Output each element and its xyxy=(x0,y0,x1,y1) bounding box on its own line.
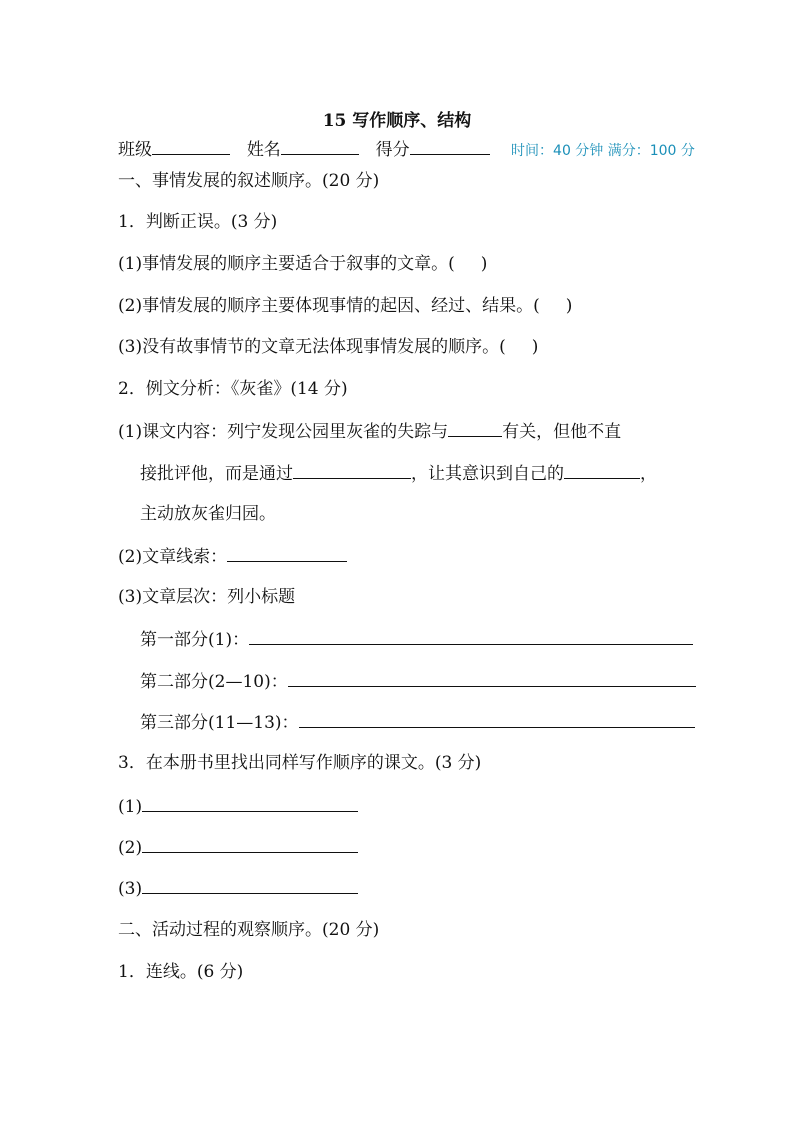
q2-p1-text: 有关，但他不直 xyxy=(502,422,622,442)
part-label: 第二部分(2—10)： xyxy=(140,672,288,692)
q3-item-label: (2) xyxy=(118,838,143,858)
q1-item-text: (3)没有故事情节的文章无法体现事情发展的顺序。( xyxy=(118,337,506,357)
fill-blank[interactable] xyxy=(227,545,347,562)
close-paren: ) xyxy=(531,337,539,357)
q1-item-3 xyxy=(118,336,538,358)
q2-p1-text: (1)课文内容：列宁发现公园里灰雀的失踪与 xyxy=(118,422,449,442)
q2-p1-text: 接批评他，而是通过 xyxy=(140,464,293,484)
fill-blank[interactable] xyxy=(288,670,696,687)
page-title: 15 写作顺序、结构 xyxy=(322,111,472,131)
q1-item-2 xyxy=(118,295,572,317)
part-row-3 xyxy=(140,711,695,734)
q3-title: 3．在本册书里找出同样写作顺序的课文。(3 分) xyxy=(118,753,482,773)
q2-p1-line1 xyxy=(118,420,621,443)
class-label: 班级 xyxy=(118,140,152,160)
header-info-row xyxy=(118,138,695,162)
fill-blank[interactable] xyxy=(448,420,502,437)
section1-heading: 一、事情发展的叙述顺序。(20 分) xyxy=(118,171,380,191)
section2-q1-title: 1．连线。(6 分) xyxy=(118,962,244,982)
q1-item-text: (1)事情发展的顺序主要适合于叙事的文章。( xyxy=(118,254,455,274)
class-blank[interactable] xyxy=(152,138,230,155)
part-label: 第一部分(1)： xyxy=(140,630,250,650)
q1-title: 1．判断正误。(3 分) xyxy=(118,212,278,232)
score-blank[interactable] xyxy=(410,138,490,155)
q3-item-label: (1) xyxy=(118,797,143,817)
q2-p1-text: ， xyxy=(640,464,657,484)
name-label: 姓名 xyxy=(246,140,281,160)
q3-item-1 xyxy=(118,795,358,818)
fill-blank[interactable] xyxy=(299,711,695,728)
fill-blank[interactable] xyxy=(249,628,693,645)
q2-p2-label: (2)文章线索： xyxy=(118,547,228,567)
part-row-2 xyxy=(140,670,696,693)
close-paren: ) xyxy=(565,296,573,316)
fill-blank[interactable] xyxy=(293,462,411,479)
q1-item-text: (2)事情发展的顺序主要体现事情的起因、经过、结果。( xyxy=(118,296,540,316)
score-label: 得分 xyxy=(375,140,410,160)
name-blank[interactable] xyxy=(281,138,359,155)
fill-blank[interactable] xyxy=(564,462,640,479)
fill-blank[interactable] xyxy=(142,795,358,812)
q2-p1-line3: 主动放灰雀归园。 xyxy=(140,504,276,524)
fill-blank[interactable] xyxy=(142,877,358,894)
q2-title: 2．例文分析：《灰雀》(14 分) xyxy=(118,379,348,399)
time-info: 时间：40 分钟 满分：100 分 xyxy=(511,143,695,159)
q1-item-1 xyxy=(118,253,487,275)
q3-item-2 xyxy=(118,836,358,859)
fill-blank[interactable] xyxy=(142,836,358,853)
section2-heading: 二、活动过程的观察顺序。(20 分) xyxy=(118,920,380,940)
part-label: 第三部分(11—13)： xyxy=(140,713,299,733)
q3-item-label: (3) xyxy=(118,879,143,899)
close-paren: ) xyxy=(480,254,488,274)
part-row-1 xyxy=(140,628,693,651)
q2-p3: (3)文章层次：列小标题 xyxy=(118,587,296,607)
q2-p1-text: ，让其意识到自己的 xyxy=(411,464,564,484)
q2-p1-line2 xyxy=(140,462,657,485)
q2-p2 xyxy=(118,545,347,568)
q3-item-3 xyxy=(118,877,358,900)
